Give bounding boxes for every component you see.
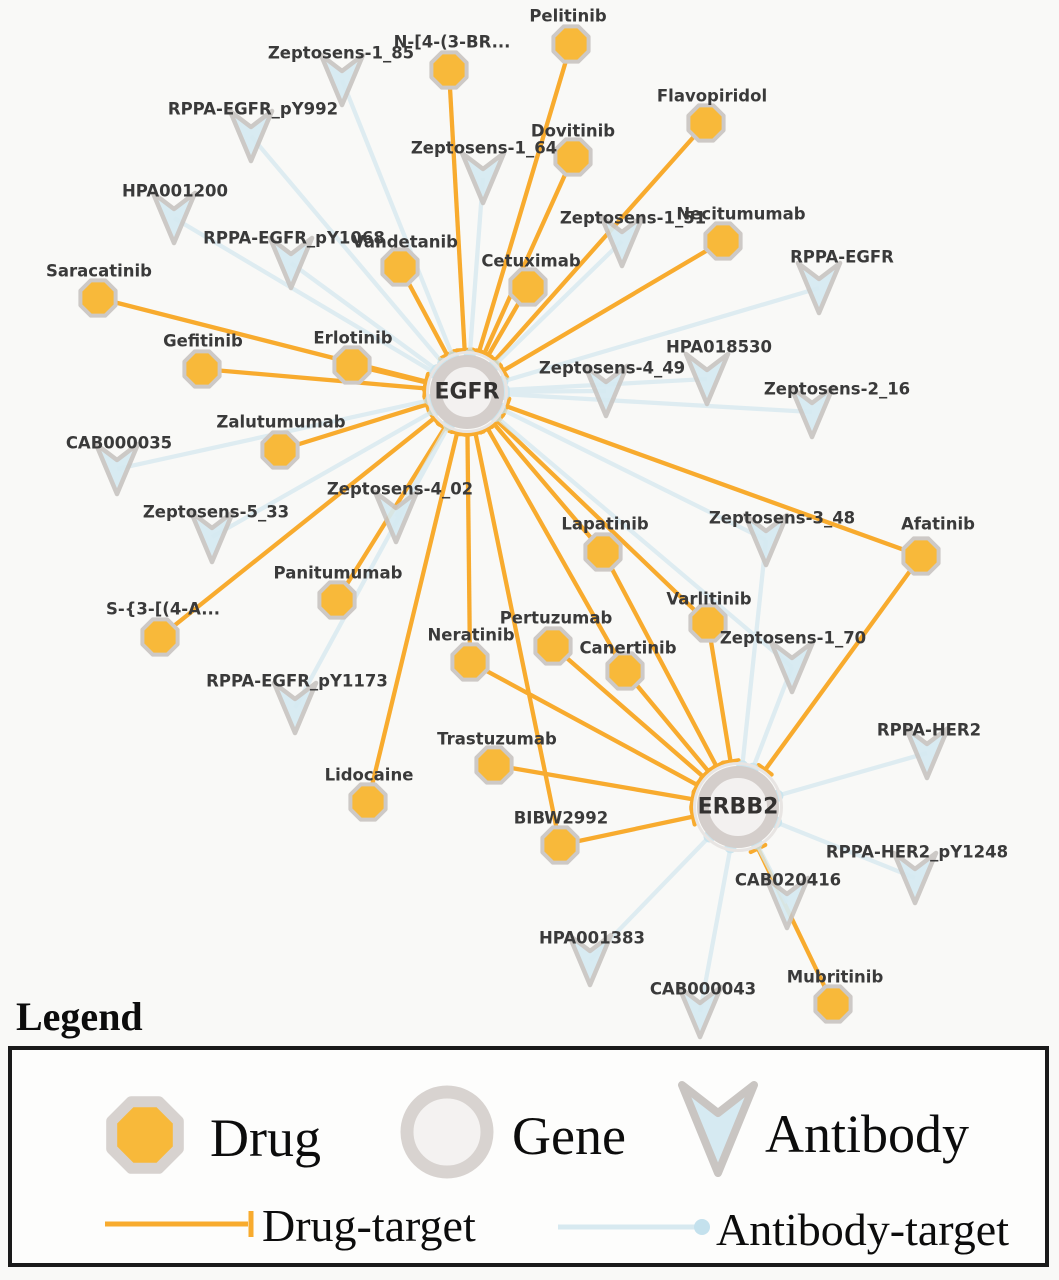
node-label-zeptosens-1-85: Zeptosens-1_85 xyxy=(267,43,415,63)
drug-node-vandetanib xyxy=(382,249,417,284)
antibody-node-zeptosens-1-70 xyxy=(771,642,813,692)
node-label-zeptosens-4-02: Zeptosens-4_02 xyxy=(326,479,474,499)
drug-node-canertinib xyxy=(607,653,642,688)
drug-node-necitumumab xyxy=(705,223,740,258)
node-label-rppa-egfr: RPPA-EGFR xyxy=(790,247,894,267)
node-label-rppa-egfr-py1173: RPPA-EGFR_pY1173 xyxy=(206,671,388,691)
drug-node-gefitinib xyxy=(184,351,219,386)
node-label-afatinib: Afatinib xyxy=(901,514,975,534)
node-label-n-4-3-br: N-[4-(3-BR... xyxy=(393,32,511,52)
drug-node-panitumumab xyxy=(319,582,354,617)
edge-drug-n-4-3-br-egfr xyxy=(449,70,465,350)
node-label-zeptosens-1-51: Zeptosens-1_51 xyxy=(559,208,707,228)
node-label-cab020416: CAB020416 xyxy=(734,870,842,890)
node-label-hpa001200: HPA001200 xyxy=(121,181,229,201)
node-label-zeptosens-5-33: Zeptosens-5_33 xyxy=(142,502,290,522)
node-labels xyxy=(46,7,1008,999)
node-label-rppa-egfr-py992: RPPA-EGFR_pY992 xyxy=(167,99,339,119)
node-label-neratinib: Neratinib xyxy=(427,625,515,645)
legend-item-drug xyxy=(112,1102,321,1169)
drug-node-mubritinib xyxy=(815,986,850,1021)
edge-antibody-rppa-her2-erbb2 xyxy=(777,753,927,796)
drug-node-bibw2992 xyxy=(542,827,577,862)
node-label-vandetanib: Vandetanib xyxy=(352,232,458,252)
drug-node-saracatinib xyxy=(80,280,115,315)
drug-node-neratinib xyxy=(452,644,487,679)
drug-node-trastuzumab xyxy=(476,747,511,782)
drug-node-flavopiridol xyxy=(688,105,723,140)
edge-drug-trastuzumab-erbb2 xyxy=(494,765,693,799)
edge-drug-flavopiridol-egfr xyxy=(495,123,706,361)
node-label-hpa001383: HPA001383 xyxy=(538,928,646,948)
node-label-cab000035: CAB000035 xyxy=(65,433,173,453)
node-label-pelitinib: Pelitinib xyxy=(529,6,607,26)
edge-antibody-zeptosens-4-49-egfr xyxy=(504,391,606,392)
node-label-rppa-her2: RPPA-HER2 xyxy=(876,720,982,740)
legend-item-drug-label: Drug xyxy=(210,1108,321,1168)
legend-item-gene-label: Gene xyxy=(512,1106,626,1166)
node-label-lapatinib: Lapatinib xyxy=(561,514,649,534)
node-label-zalutumumab: Zalutumumab xyxy=(216,412,346,432)
drug-node-dovitinib xyxy=(555,139,590,174)
antibody-node-hpa001200 xyxy=(153,193,195,243)
node-label-zeptosens-4-49: Zeptosens-4_49 xyxy=(538,358,686,378)
node-label-erlotinib: Erlotinib xyxy=(313,328,393,348)
node-label-rppa-egfr-py1068: RPPA-EGFR_pY1068 xyxy=(203,228,385,248)
legend xyxy=(10,994,1047,1265)
drug-node-lidocaine xyxy=(350,784,385,819)
node-label-bibw2992: BIBW2992 xyxy=(513,808,609,828)
node-label-s-3-4-a: S-{3-[(4-A... xyxy=(105,599,221,619)
node-label-panitumumab: Panitumumab xyxy=(273,563,403,583)
node-label-flavopiridol: Flavopiridol xyxy=(656,86,768,106)
drug-node-pertuzumab xyxy=(535,628,570,663)
legend-title: Legend xyxy=(16,994,143,1039)
drug-node-cetuximab xyxy=(510,269,545,304)
antibody-node-rppa-egfr xyxy=(798,263,840,313)
node-label-rppa-her2-py1248: RPPA-HER2_pY1248 xyxy=(825,842,1009,862)
drug-node-s-3-4-a xyxy=(142,619,177,654)
drug-node-lapatinib xyxy=(585,534,620,569)
antibody-node-zeptosens-4-02 xyxy=(375,492,417,542)
node-label-mubritinib: Mubritinib xyxy=(786,967,884,987)
antibody-node-zeptosens-1-64 xyxy=(462,153,504,203)
drug-node-icon xyxy=(112,1102,179,1169)
node-label-cetuximab: Cetuximab xyxy=(481,251,581,271)
legend-item-antibody-label: Antibody xyxy=(765,1104,970,1164)
node-label-pertuzumab: Pertuzumab xyxy=(499,608,613,628)
drug-node-pelitinib xyxy=(553,26,588,61)
antibody-node-rppa-egfr-py1173 xyxy=(274,683,316,733)
edge-antibody-zeptosens-1-85-egfr xyxy=(342,80,453,358)
node-label-cab000043: CAB000043 xyxy=(649,979,757,999)
node-label-necitumumab: Necitumumab xyxy=(676,204,806,224)
legend-item-drug-target-label: Drug-target xyxy=(262,1200,476,1251)
drug-node-n-4-3-br xyxy=(431,52,466,87)
drug-node-zalutumumab xyxy=(262,432,297,467)
gene-node-icon xyxy=(407,1092,487,1172)
antibody-node-zeptosens-1-85 xyxy=(321,55,363,105)
gene-label-egfr: EGFR xyxy=(434,379,500,405)
node-label-zeptosens-2-16: Zeptosens-2_16 xyxy=(763,379,911,399)
node-label-varlitinib: Varlitinib xyxy=(666,589,752,609)
drug-node-erlotinib xyxy=(334,347,369,382)
node-label-zeptosens-1-64: Zeptosens-1_64 xyxy=(410,138,558,158)
node-label-zeptosens-3-48: Zeptosens-3_48 xyxy=(708,508,856,528)
node-label-hpa018530: HPA018530 xyxy=(665,337,773,357)
gene-label-erbb2: ERBB2 xyxy=(697,794,779,820)
antibody-target-edge-dot xyxy=(694,1219,710,1235)
edge-drug-afatinib-egfr xyxy=(507,406,921,556)
legend-item-antibody-target-label: Antibody-target xyxy=(716,1204,1009,1255)
node-label-canertinib: Canertinib xyxy=(579,638,677,658)
node-label-trastuzumab: Trastuzumab xyxy=(437,729,557,749)
drug-node-afatinib xyxy=(903,538,938,573)
node-label-gefitinib: Gefitinib xyxy=(163,331,243,351)
node-label-zeptosens-1-70: Zeptosens-1_70 xyxy=(719,628,867,648)
node-label-dovitinib: Dovitinib xyxy=(530,121,616,141)
node-label-lidocaine: Lidocaine xyxy=(324,765,414,785)
node-label-saracatinib: Saracatinib xyxy=(46,261,152,281)
edge-antibody-zeptosens-3-48-erbb2 xyxy=(742,540,766,766)
